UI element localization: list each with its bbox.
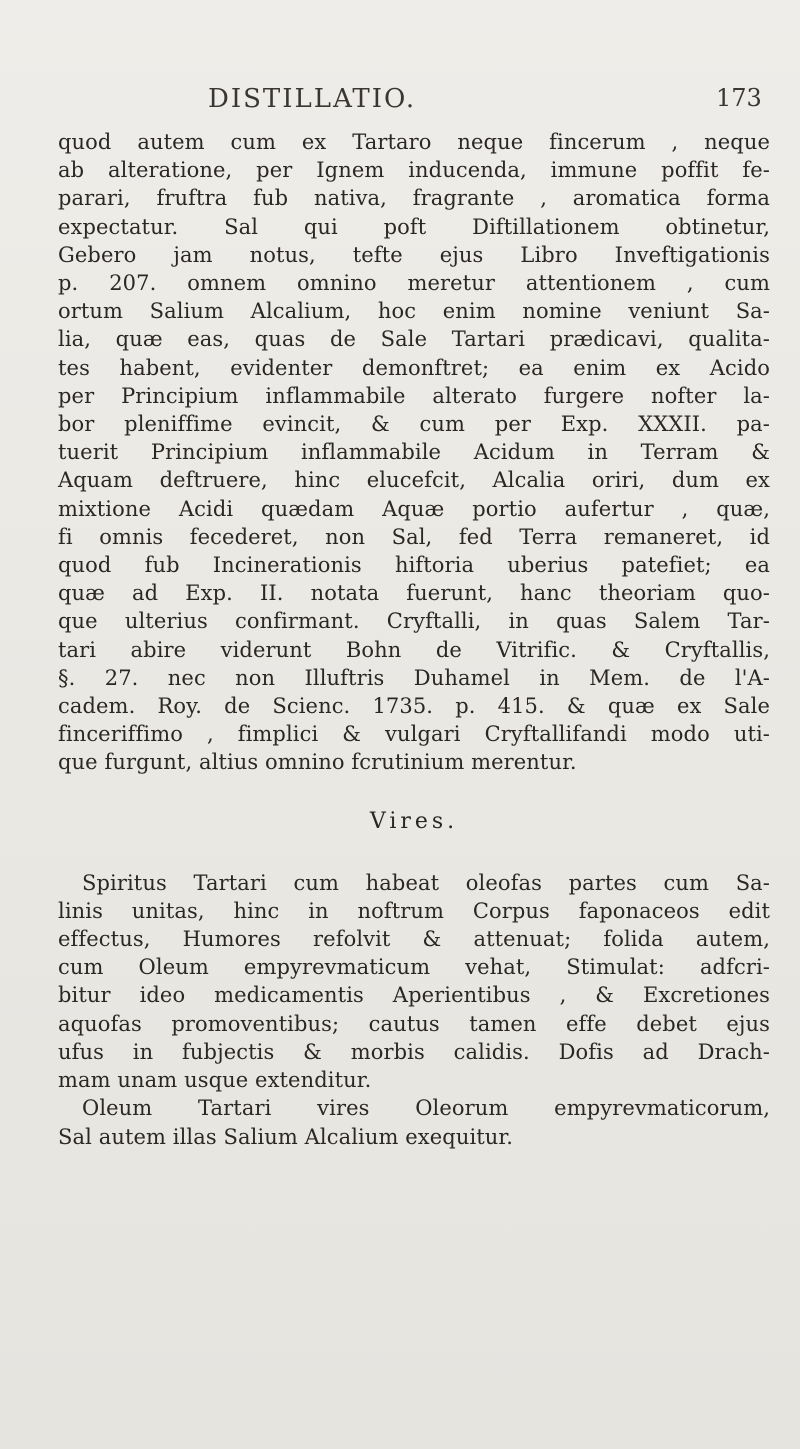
text-line: quod autem cum ex Tartaro neque fincerum , neque bbox=[58, 130, 770, 154]
text-line: ortum Salium Alcalium, hoc enim nomine veniunt Sa- bbox=[58, 299, 770, 324]
text-line: quod fub Incinerationis hiftoria uberius patefiet; ea bbox=[58, 553, 770, 578]
text-line: cadem. Roy. de Scienc. 1735. p. 415. & quæ ex Sale bbox=[58, 694, 770, 719]
text-line: finceriffimo , fimplici & vulgari Cryftallifandi modo uti- bbox=[58, 722, 770, 747]
text-line: effectus, Humores refolvit & attenuat; folida autem, bbox=[58, 927, 770, 952]
paragraph-3 bbox=[58, 1094, 770, 1150]
text-line: cum Oleum empyrevmaticum vehat, Stimulat: adfcri- bbox=[58, 955, 770, 980]
text-line: Oleum Tartari vires Oleorum empyrevmaticorum, bbox=[82, 1096, 770, 1121]
text-line: mixtione Acidi quædam Aquæ portio aufertur , quæ, bbox=[58, 496, 770, 521]
text-line: p. 207. omnem omnino meretur attentionem , cum bbox=[58, 271, 770, 296]
text-line: que ulterius confirmant. Cryftalli, in quas Salem Tar- bbox=[58, 609, 770, 634]
text-line: Spiritus Tartari cum habeat oleofas partes cum Sa- bbox=[82, 870, 770, 895]
text-block bbox=[58, 128, 770, 1151]
text-line: tes habent, evidenter demonftret; ea enim ex Acido bbox=[58, 355, 770, 380]
text-line: §. 27. nec non Illuftris Duhamel in Mem. de l'A- bbox=[58, 665, 770, 690]
text-line: ab alteratione, per Ignem inducenda, immune poffit fe- bbox=[58, 158, 770, 183]
text-line: mam unam usque extenditur. bbox=[58, 1068, 372, 1093]
running-title: DISTILLATIO. bbox=[208, 84, 417, 114]
text-line: linis unitas, hinc in noftrum Corpus faponaceos edit bbox=[58, 898, 770, 923]
text-line: Gebero jam notus, tefte ejus Libro Inveftigationis bbox=[58, 242, 770, 267]
text-line: bor pleniffime evincit, & cum per Exp. XXXII. pa- bbox=[58, 412, 770, 437]
page-number: 173 bbox=[716, 84, 762, 112]
text-line: fi omnis fecederet, non Sal, fed Terra remaneret, id bbox=[58, 524, 770, 549]
paragraph-1 bbox=[58, 128, 770, 777]
text-line: que furgunt, altius omnino fcrutinium merentur. bbox=[58, 750, 577, 775]
text-line: tari abire viderunt Bohn de Vitrific. & Cryftallis, bbox=[58, 637, 770, 662]
text-line: bitur ideo medicamentis Aperientibus , & Excretiones bbox=[58, 983, 770, 1008]
text-line: quæ ad Exp. II. notata fuerunt, hanc theoriam quo- bbox=[58, 581, 770, 606]
text-line: ufus in fubjectis & morbis calidis. Dofis ad Drach- bbox=[58, 1039, 770, 1064]
text-line: parari, fruftra fub nativa, fragrante , aromatica forma bbox=[58, 186, 770, 211]
text-line: expectatur. Sal qui poft Diftillationem obtinetur, bbox=[58, 214, 770, 239]
text-line: Sal autem illas Salium Alcalium exequitur. bbox=[58, 1124, 514, 1149]
paragraph-2 bbox=[58, 869, 770, 1095]
text-line: per Principium inflammabile alterato furgere nofter la- bbox=[58, 383, 770, 408]
text-line: aquofas promoventibus; cautus tamen effe debet ejus bbox=[58, 1011, 770, 1036]
text-line: tuerit Principium inflammabile Acidum in Terram & bbox=[58, 440, 770, 465]
text-line: lia, quæ eas, quas de Sale Tartari prædicavi, qualita- bbox=[58, 327, 770, 352]
section-heading: Vires. bbox=[369, 808, 459, 834]
text-line: Aquam deftruere, hinc elucefcit, Alcalia oriri, dum ex bbox=[58, 468, 770, 493]
running-head bbox=[0, 84, 800, 124]
